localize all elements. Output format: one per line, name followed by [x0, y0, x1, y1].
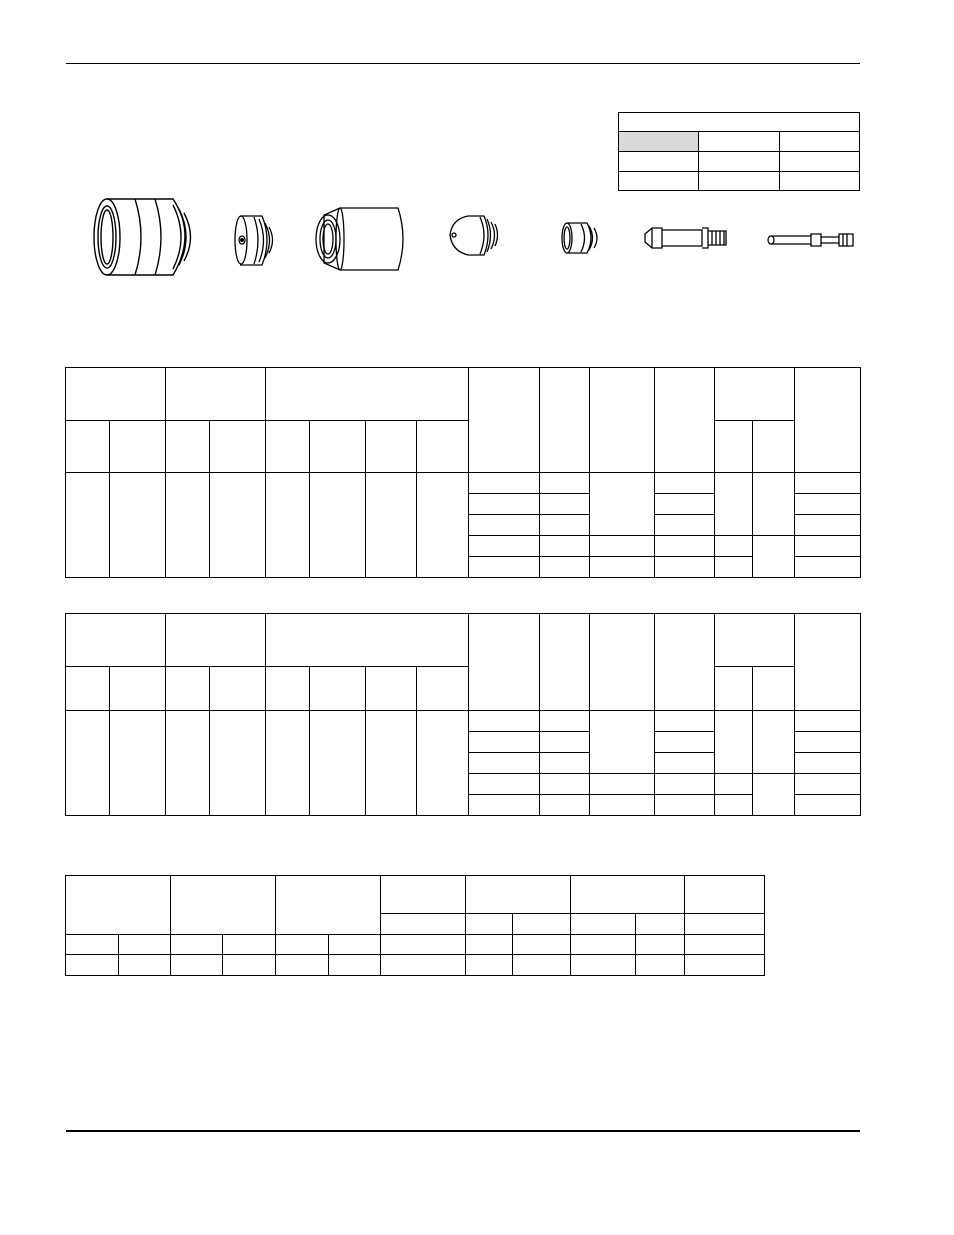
data-cell [469, 494, 540, 515]
data-cell [795, 494, 861, 515]
data-cell [417, 473, 469, 578]
header-cell [166, 368, 266, 421]
data-cell [655, 473, 715, 494]
data-cell [66, 955, 119, 976]
data-cell [590, 557, 655, 578]
data-cell [685, 935, 765, 955]
data-cell [590, 774, 655, 795]
data-cell [753, 536, 795, 578]
footer-rule [66, 1130, 860, 1132]
data-cell [266, 473, 310, 578]
data-cell [715, 711, 753, 774]
data-cell [166, 711, 210, 816]
data-cell [685, 955, 765, 976]
subheader-cell [753, 421, 795, 473]
legend-cell [699, 152, 779, 172]
data-cell [469, 557, 540, 578]
water-tube-illustration [765, 230, 857, 250]
subheader-cell [417, 667, 469, 711]
data-cell [795, 711, 861, 732]
data-cell [795, 515, 861, 536]
data-cell [469, 774, 540, 795]
cut-chart-2 [65, 613, 861, 816]
data-cell [466, 955, 513, 976]
data-cell [590, 473, 655, 536]
data-cell [753, 473, 795, 536]
data-cell [795, 774, 861, 795]
header-cell [469, 614, 540, 711]
data-cell [469, 711, 540, 732]
swirl-ring-illustration [559, 220, 604, 256]
data-cell [715, 536, 753, 557]
header-cell [381, 876, 466, 914]
header-cell [266, 614, 469, 667]
data-cell [381, 935, 466, 955]
data-cell [513, 935, 571, 955]
header-cell [540, 614, 590, 711]
legend-header-cell [779, 132, 859, 152]
legend-title-cell [619, 113, 860, 132]
data-cell [210, 711, 266, 816]
header-cell [166, 614, 266, 667]
data-cell [590, 795, 655, 816]
data-cell [655, 711, 715, 732]
data-cell [223, 955, 276, 976]
subheader-cell [210, 667, 266, 711]
header-cell [469, 368, 540, 473]
data-cell [571, 955, 636, 976]
header-cell [715, 614, 795, 667]
data-cell [329, 935, 381, 955]
legend-cell [619, 152, 699, 172]
subheader-cell [753, 667, 795, 711]
subheader-cell [210, 421, 266, 473]
data-cell [590, 711, 655, 774]
data-cell [466, 935, 513, 955]
subheader-cell [310, 667, 366, 711]
legend-cell [779, 172, 859, 191]
data-cell [66, 711, 110, 816]
data-cell [795, 753, 861, 774]
data-cell [223, 935, 276, 955]
data-cell [655, 774, 715, 795]
header-cell [66, 368, 166, 421]
data-cell [469, 753, 540, 774]
data-cell [366, 711, 417, 816]
subheader-cell [466, 914, 513, 935]
header-cell [655, 368, 715, 473]
data-cell [655, 536, 715, 557]
data-cell [540, 515, 590, 536]
cut-chart-1 [65, 367, 861, 578]
subheader-cell [636, 914, 685, 935]
data-cell [469, 473, 540, 494]
nozzle-illustration [444, 213, 502, 258]
data-cell [540, 557, 590, 578]
data-cell [540, 753, 590, 774]
data-cell [119, 955, 171, 976]
data-cell [171, 935, 223, 955]
data-cell [753, 774, 795, 816]
data-cell [715, 557, 753, 578]
data-cell [110, 711, 166, 816]
data-cell [795, 732, 861, 753]
subheader-cell [166, 667, 210, 711]
data-cell [119, 935, 171, 955]
subheader-cell [366, 667, 417, 711]
header-cell [685, 876, 765, 914]
header-rule [66, 63, 860, 64]
subheader-cell [166, 421, 210, 473]
legend-header-cell [619, 132, 699, 152]
header-cell [540, 368, 590, 473]
legend-cell [779, 152, 859, 172]
legend-header-cell [699, 132, 779, 152]
data-cell [655, 494, 715, 515]
data-cell [266, 711, 310, 816]
data-cell [540, 795, 590, 816]
data-cell [655, 753, 715, 774]
subheader-cell [110, 421, 166, 473]
subheader-cell [366, 421, 417, 473]
subheader-cell [715, 667, 753, 711]
electrode-illustration [642, 222, 730, 254]
header-cell [571, 876, 685, 914]
shield-cap-illustration [232, 213, 277, 268]
subheader-cell [571, 914, 636, 935]
data-cell [795, 473, 861, 494]
legend-cell [699, 172, 779, 191]
header-cell [266, 368, 469, 421]
data-cell [417, 711, 469, 816]
data-cell [329, 955, 381, 976]
data-cell [636, 955, 685, 976]
subheader-cell [715, 421, 753, 473]
header-cell [795, 614, 861, 711]
data-cell [715, 795, 753, 816]
subheader-cell [417, 421, 469, 473]
data-cell [276, 955, 329, 976]
retaining-cap-illustration [310, 205, 410, 273]
data-cell [655, 732, 715, 753]
data-cell [66, 935, 119, 955]
data-cell [381, 955, 466, 976]
data-cell [715, 774, 753, 795]
data-cell [469, 732, 540, 753]
data-cell [655, 557, 715, 578]
data-cell [636, 935, 685, 955]
data-cell [715, 473, 753, 536]
header-cell [66, 614, 166, 667]
data-cell [540, 536, 590, 557]
data-cell [655, 795, 715, 816]
data-cell [469, 795, 540, 816]
data-cell [66, 473, 110, 578]
consumable-legend-table [618, 112, 860, 191]
data-cell [366, 473, 417, 578]
data-cell [540, 494, 590, 515]
header-cell [171, 876, 276, 935]
data-cell [171, 955, 223, 976]
marking-chart [65, 875, 765, 976]
data-cell [469, 515, 540, 536]
data-cell [795, 536, 861, 557]
header-cell [590, 614, 655, 711]
header-cell [715, 368, 795, 421]
header-cell [466, 876, 571, 914]
data-cell [753, 711, 795, 774]
subheader-cell [685, 914, 765, 935]
data-cell [210, 473, 266, 578]
shield-illustration [85, 195, 205, 280]
data-cell [540, 473, 590, 494]
data-cell [795, 557, 861, 578]
data-cell [310, 711, 366, 816]
data-cell [110, 473, 166, 578]
header-cell [795, 368, 861, 473]
data-cell [276, 935, 329, 955]
data-cell [513, 955, 571, 976]
data-cell [571, 935, 636, 955]
subheader-cell [266, 421, 310, 473]
data-cell [166, 473, 210, 578]
data-cell [540, 732, 590, 753]
header-cell [276, 876, 381, 935]
header-cell [66, 876, 171, 935]
header-cell [655, 614, 715, 711]
subheader-cell [66, 667, 110, 711]
data-cell [795, 795, 861, 816]
header-cell [590, 368, 655, 473]
data-cell [469, 536, 540, 557]
subheader-cell [110, 667, 166, 711]
data-cell [310, 473, 366, 578]
data-cell [540, 774, 590, 795]
subheader-cell [266, 667, 310, 711]
data-cell [590, 536, 655, 557]
legend-cell [619, 172, 699, 191]
subheader-cell [381, 914, 466, 935]
data-cell [655, 515, 715, 536]
subheader-cell [66, 421, 110, 473]
subheader-cell [513, 914, 571, 935]
data-cell [540, 711, 590, 732]
subheader-cell [310, 421, 366, 473]
